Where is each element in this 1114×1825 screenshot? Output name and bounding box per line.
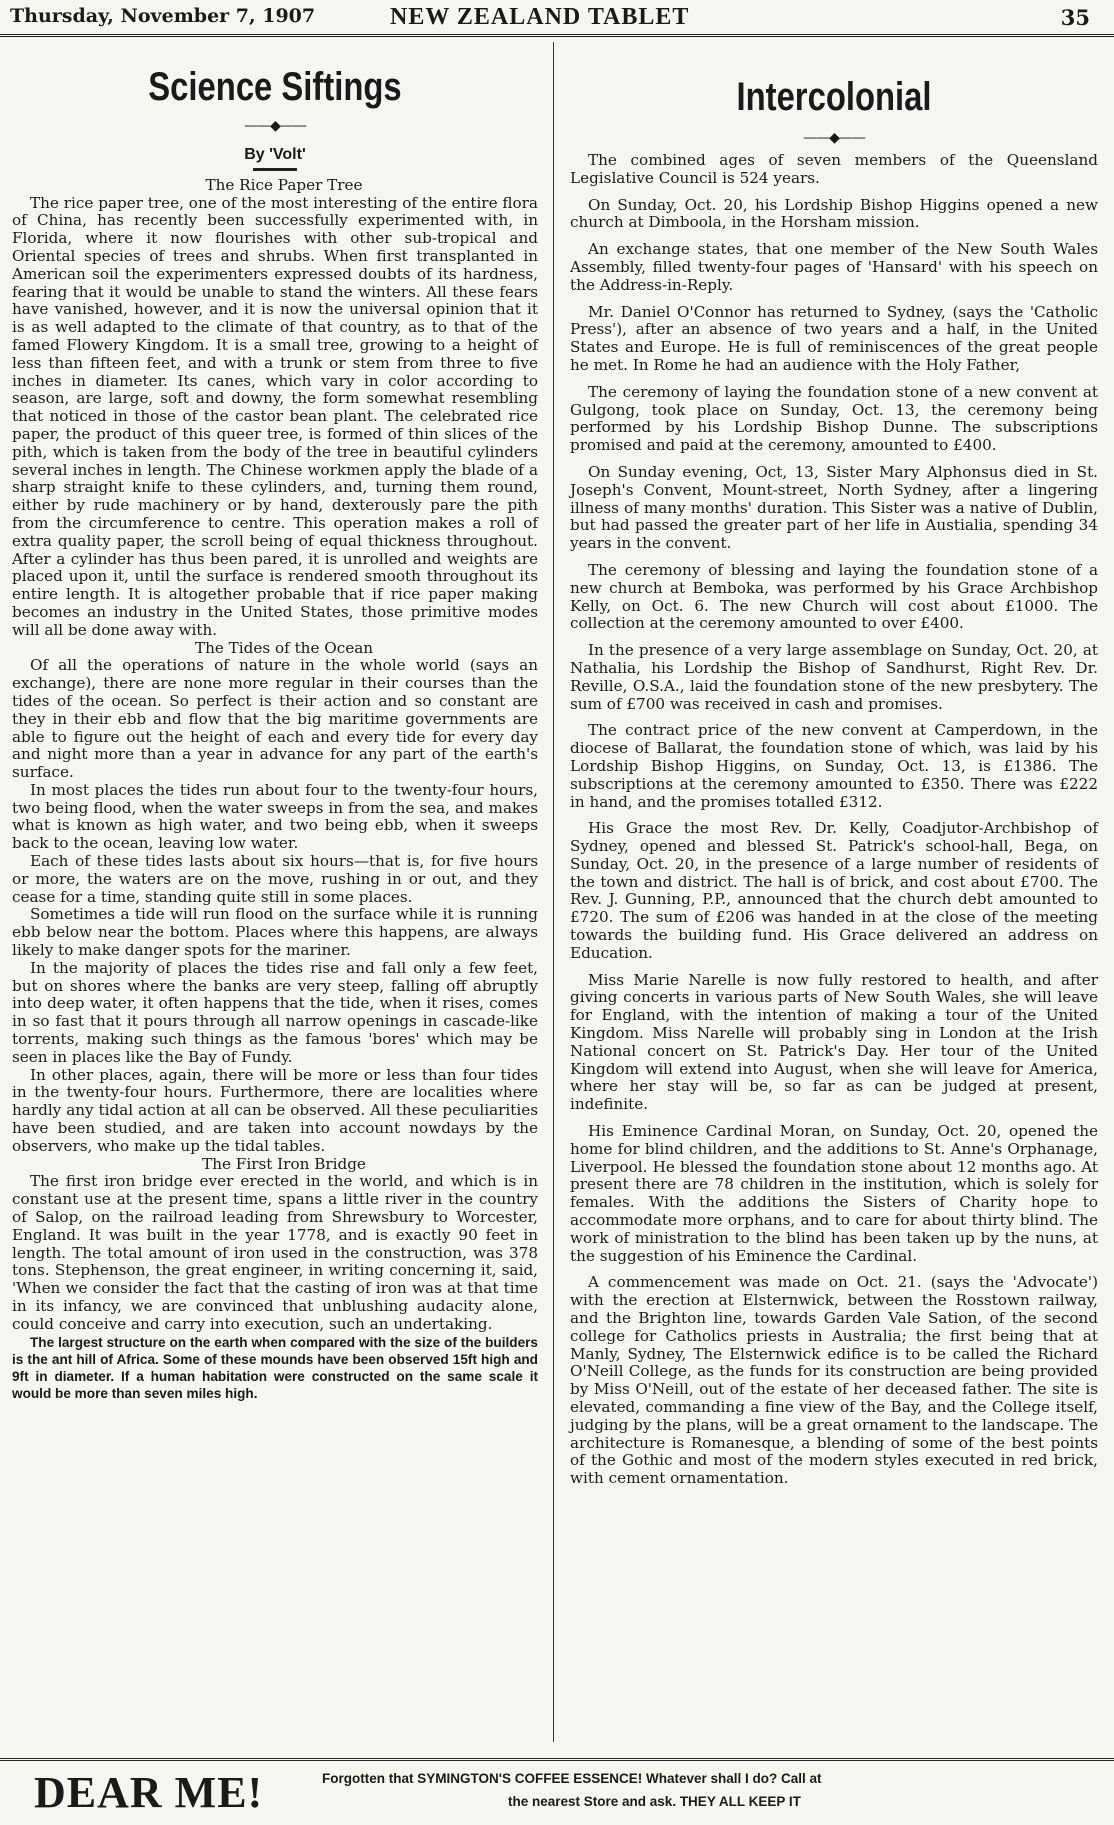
news-item: The contract price of the new convent at Camperdown, in the diocese of Ballarat, the foundation stone of which, was laid by his Lordship Bishop Higgins, on Sunday, Oct. 13, is £1386. The subscriptions at the ceremony amounted to £350. There was £222 in hand, and the promises totalled £312. [570, 721, 1098, 811]
ornament-divider: ——◆—— [244, 118, 306, 134]
news-item: The ceremony of laying the foundation stone of a new convent at Gulgong, took place on Sunday, Oct. 13, the ceremony being performed by his Lordship Bishop Dunne. The subscriptions promised and paid at the ceremony, amounted to £400. [570, 382, 1098, 455]
news-item: Miss Marie Narelle is now fully restored to health, and after giving concerts in various parts of New South Wales, she will leave for England, with the intention of making a tour of the United Kingdom. Miss Narelle will probably sing in London at the Irish National concert on St. Patrick's Day. Her tour of the United Kingdom will extend into August, when she will leave for America, where her stay will be, so far as can be judged at present, indefinite. [570, 970, 1098, 1114]
byline-rule [253, 168, 297, 171]
subheading-first-iron-bridge: The First Iron Bridge [202, 1154, 366, 1173]
news-item: His Eminence Cardinal Moran, on Sunday, Oct. 20, opened the home for blind children, and the additions to St. Anne's Orphanage, Liverpool. He blessed the foundation stone about 12 months ago. At present there are 78 children in the institution, which is solely for females. With the additions the Sisters of Charity hope to accommodate more orphans, and to care for about thirty blind. The work of ministration to the blind has been taken up by the nuns, at the suggestion of his Eminence the Cardinal. [570, 1122, 1098, 1265]
issue-date: Thursday, November 7, 1907 [10, 5, 316, 27]
news-item: Mr. Daniel O'Connor has returned to Sydney, (says the 'Catholic Press'), after an absence of two years and a half, in the United States and Europe. He is full of reminiscences of the great people he met. In Rome he had an audience with the Holy Father, [570, 302, 1098, 374]
news-item: On Sunday, Oct. 20, his Lordship Bishop Higgins opened a new church at Dimboola, in the Horsham mission. [570, 195, 1098, 232]
ad-text-line-2: the nearest Store and ask. THEY ALL KEEP IT [508, 1794, 801, 1809]
article-first-iron-bridge: The first iron bridge ever erected in the world, and which is in constant use at the present time, spans a little river in the country of Salop, on the railroad leading from Shrewsbury to Worcester, England. It was built in the year 1778, and is exactly 90 feet in length. The total amount of iron used in the construction, was 378 tons. Stephenson, the great engineer, in writing concerning it, said, 'When we consider the fact that the casting of iron was at that time in its infancy, we are convinced that unblushing audacity alone, could conceive and carry into execution, such an undertaking. [12, 1172, 538, 1333]
advertisement-footer [0, 1758, 1114, 1825]
byline: By 'Volt' [244, 146, 306, 163]
news-item: The ceremony of blessing and laying the foundation stone of a new church at Bemboka, was performed by his Grace Archbishop Kelly, on Oct. 6. The new Church will cost about £1000. The collection at the ceremony amounted to over £400. [570, 560, 1098, 633]
ad-headline-dear-me: DEAR ME! [34, 1768, 264, 1817]
ornament-divider: ——◆—— [803, 130, 865, 146]
subheading-tides-of-ocean: The Tides of the Ocean [194, 638, 374, 657]
science-siftings-column [12, 46, 538, 1402]
news-item: On Sunday evening, Oct, 13, Sister Mary Alphonsus died in St. Joseph's Convent, Mount-street, North Sydney, after a lingering illness of many months' duration. This Sister was a native of Dublin, but had passed the greater part of her life in Austialia, spending 34 years in the convent. [570, 462, 1098, 553]
news-item: In the presence of a very large assemblage on Sunday, Oct. 20, at Nathalia, his Lordship the Bishop of Sandhurst, Right Rev. Dr. Reville, O.S.A., laid the foundation stone of the new presbytery. The sum of £700 was received in cash and promises. [570, 641, 1098, 713]
paragraph-tides-4: Sometimes a tide will run flood on the surface while it is running ebb below near the bottom. Places where this happens, are always likely to make danger spots for the mariner. [12, 905, 538, 960]
page-header [0, 0, 1114, 37]
news-item: His Grace the most Rev. Dr. Kelly, Coadjutor-Archbishop of Sydney, opened and blessed St. Patrick's school-hall, Bega, on Sunday, Oct. 20, in the presence of a large number of residents of the town and district. The hall is of brick, and cost about £700. The Rev. J. Gunning, P.P., announced that the church debt amounted to £720. The sum of £206 was handed in at the close of the meeting towards the building fund. His Grace delivered an address on Education. [570, 819, 1098, 962]
paragraph-tides-1: Of all the operations of nature in the whole world (says an exchange), there are none more regular in their courses than the tides of the ocean. So perfect is their action and so constant are they in their ebb and flow that the big maritime governments are able to figure out the height of each and every tide for every day and night more than a year in advance for any part of the earth's surface. [12, 656, 538, 782]
news-item: The combined ages of seven members of the Queensland Legislative Council is 524 years. [570, 151, 1098, 187]
ant-hill-note: The largest structure on the earth when compared with the size of the builders is the ant hill of Africa. Some of these mounds have been observed 15ft high and 9ft in diameter. If a human habitation were constructed on the same scale it would be more than seven miles high. [12, 1334, 538, 1401]
news-item: An exchange states, that one member of the New South Wales Assembly, filled twenty-four pages of 'Hansard' with his speech on the Address-in-Reply. [570, 240, 1098, 294]
intercolonial-column [570, 46, 1098, 1497]
newspaper-title: NEW ZEALAND TABLET [390, 4, 690, 30]
article-rice-paper-tree: The rice paper tree, one of the most interesting of the entire flora of China, has recently been successfully experimented with, in Florida, where it now flourishes with other sub-tropical and Oriental species of trees and shrubs. When first transplanted in American soil the experimenters expressed doubts of its hardness, fearing that it would be unable to stand the winters. All these fears have vanished, however, and it is now the universal opinion that it is as well adapted to the climate of that country, as to that of the famed Flowery Kingdom. It is a small tree, growing to a height of less than fifteen feet, and with a trunk or stem from three to five inches in diameter. Its canes, which vary in color according to season, are large, soft and downy, the form somewhat resembling that noticed in those of the castor bean plant. The celebrated rice paper, the product of this queer tree, is formed of thin slices of the pith, which is taken from the body of the tree in beautiful cylinders several inches in length. The Chinese workmen apply the blade of a sharp straight knife to these cylinders, and, turning them round, either by rude machinery or by hand, dexterously pare the pith from the circumference to centre. This operation makes a roll of extra quality paper, the scroll being of equal thickness throughout. After a cylinder has thus been pared, it is unrolled and weights are placed upon it, until the surface is rendered smooth throughout its entire length. It is altogether probable that if rice paper making becomes an industry in the United States, those primitive modes will all be done away with. [12, 193, 538, 639]
section-title-science-siftings: Science Siftings [148, 65, 402, 109]
subheading-rice-paper-tree: The Rice Paper Tree [205, 175, 363, 194]
paragraph-tides-2: In most places the tides run about four to the twenty-four hours, two being flood, when the water sweeps in from the sea, and makes what is known as high water, and two being ebb, when it sweeps back to the ocean, leaving low water. [12, 780, 538, 853]
page-number: 35 [1060, 5, 1090, 30]
paragraph-tides-5: In the majority of places the tides rise and fall only a few feet, but on shores where the banks are very steep, falling off abruptly into deep water, it often happens that the tide, when it rises, comes in so fast that it pours through all narrow openings in cascade-like torrents, making such things as the famous 'bores' which may be seen in places like the Bay of Fundy. [12, 958, 538, 1066]
news-item: A commencement was made on Oct. 21. (says the 'Advocate') with the erection at Elsternwick, between the Rosstown railway, and the Brighton line, towards Garden Vale Sation, of the second college for Catholics priests in Australia; the first being that at Manly, Sydney, The Elsternwick edifice is to be called the Richard O'Neill College, as the funds for its construction are being provided by Miss O'Neill, out of the estate of her deceased father. The site is elevated, commanding a fine view of the Bay, and the College itself, judging by the plans, will be a great ornament to the landscape. The architecture is Romanesque, a blending of some of the best points of the Gothic and most of the modern styles executed in red brick, with cement ornamentation. [570, 1273, 1098, 1488]
column-divider [553, 42, 554, 1742]
section-title-intercolonial: Intercolonial [736, 75, 932, 119]
paragraph-tides-6: In other places, again, there will be more or less than four tides in the twenty-four hours. Furthermore, there are localities where hardly any tidal action at all can be observed. All these peculiarities have been studied, and are taken into account nowdays by the observers, who make up the tidal tables. [12, 1065, 538, 1155]
paragraph-tides-3: Each of these tides lasts about six hours—that is, for five hours or more, the waters are on the move, rushing in or out, and they cease for a time, standing quite still in some places. [12, 852, 538, 906]
ad-text-line-1: Forgotten that SYMINGTON'S COFFEE ESSENCE! Whatever shall I do? Call at [322, 1771, 822, 1786]
